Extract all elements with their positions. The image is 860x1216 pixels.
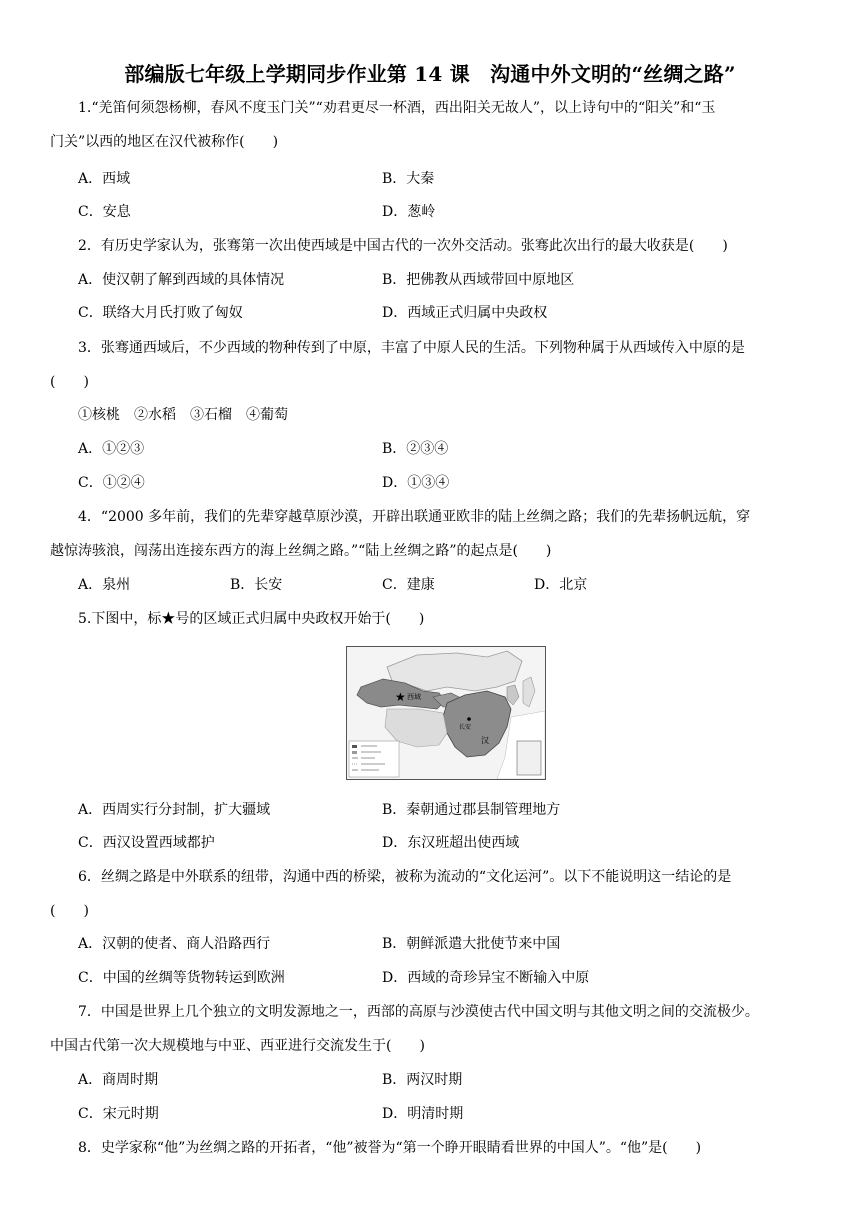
question-2-option-d: D．西域正式归属中央政权: [382, 305, 548, 321]
map-capital-label: 长安: [459, 724, 472, 731]
question-2-option-b: B．把佛教从西域带回中原地区: [382, 272, 575, 288]
map-star-icon: ★: [395, 690, 406, 704]
question-7-option-b: B．两汉时期: [382, 1072, 463, 1088]
map-drawing: [347, 647, 545, 779]
question-8-line-1: 8．史学家称“他”为丝绸之路的开拓者，“他”被誉为“第一个睁开眼睛看世界的中国人”。“他”是( ): [78, 1140, 702, 1156]
map-region-label: 汉: [481, 736, 489, 745]
question-3-option-c: C．①②④: [78, 475, 145, 491]
question-3-option-d: D．①③④: [382, 475, 450, 491]
question-3-items: ①核桃 ②水稻 ③石榴 ④葡萄: [78, 407, 288, 423]
question-5-option-b: B．秦朝通过郡县制管理地方: [382, 802, 561, 818]
question-4-option-d: D．北京: [534, 577, 588, 593]
question-1-line-1: 1.“羌笛何须怨杨柳，春风不度玉门关”“劝君更尽一杯酒，西出阳关无故人”，以上诗句中的“阳关”和“玉: [78, 100, 716, 116]
map-legend-swatch-2: [352, 751, 357, 754]
question-5-line-1: 5.下图中，标★号的区域正式归属中央政权开始于( ): [78, 611, 425, 627]
question-5-option-a: A．西周实行分封制，扩大疆域: [78, 802, 271, 818]
map-star-label: 西域: [407, 693, 421, 701]
question-7-option-a: A．商周时期: [78, 1072, 159, 1088]
question-2-option-c: C．联络大月氏打败了匈奴: [78, 305, 243, 321]
question-5-option-d: D．东汉班超出使西域: [382, 835, 520, 851]
question-3-line-2: ( ): [50, 374, 89, 390]
map-legend-swatch-1: [352, 745, 357, 748]
question-6-option-b: B．朝鲜派遣大批使节来中国: [382, 936, 561, 952]
han-dynasty-map: [346, 646, 546, 780]
question-5-option-c: C．西汉设置西域都护: [78, 835, 215, 851]
question-2-option-a: A．使汉朝了解到西域的具体情况: [78, 272, 285, 288]
question-6-option-c: C．中国的丝绸等货物转运到欧洲: [78, 970, 285, 986]
question-7-option-d: D．明清时期: [382, 1106, 464, 1122]
question-3-option-a: A．①②③: [78, 441, 145, 457]
question-4-option-c: C．建康: [382, 577, 435, 593]
question-4-option-a: A．泉州: [78, 577, 131, 593]
question-6-option-a: A．汉朝的使者、商人沿路西行: [78, 936, 271, 952]
question-3-option-b: B．②③④: [382, 441, 449, 457]
question-6-option-d: D．西域的奇珍异宝不断输入中原: [382, 970, 590, 986]
question-7-line-1: 7．中国是世界上几个独立的文明发源地之一，西部的高原与沙漠使古代中国文明与其他文明之间的交流极少。: [78, 1004, 759, 1020]
question-1-line-2: 门关”以西的地区在汉代被称作( ): [50, 134, 279, 150]
question-4-line-1: 4．“2000 多年前，我们的先辈穿越草原沙漠，开辟出联通亚欧非的陆上丝绸之路；我们的先辈扬帆远航，穿: [78, 509, 751, 525]
worksheet-title: 部编版七年级上学期同步作业第 14 课 沟通中外文明的“丝绸之路”: [124, 62, 736, 86]
question-6-line-2: ( ): [50, 903, 89, 919]
question-7-line-2: 中国古代第一次大规模地与中亚、西亚进行交流发生于( ): [50, 1038, 425, 1054]
question-1-option-b: B．大秦: [382, 171, 435, 187]
question-1-option-a: A．西域: [78, 171, 131, 187]
question-3-line-1: 3．张骞通西域后，不少西域的物种传到了中原，丰富了中原人民的生活。下列物种属于从西域传入中原的是: [78, 340, 745, 356]
question-1-option-d: D．葱岭: [382, 204, 436, 220]
question-4-line-2: 越惊涛骇浪，闯荡出连接东西方的海上丝绸之路。”“陆上丝绸之路”的起点是( ): [50, 543, 552, 559]
question-7-option-c: C．宋元时期: [78, 1106, 159, 1122]
question-6-line-1: 6．丝绸之路是中外联系的纽带，沟通中西的桥梁，被称为流动的“文化运河”。以下不能说明这一结论的是: [78, 869, 732, 885]
map-capital-marker: [467, 717, 471, 721]
question-4-option-b: B．长安: [230, 577, 283, 593]
question-2-line-1: 2．有历史学家认为，张骞第一次出使西域是中国古代的一次外交活动。张骞此次出行的最大收获是( ): [78, 238, 728, 254]
question-1-option-c: C．安息: [78, 204, 131, 220]
map-inset: [517, 741, 541, 775]
